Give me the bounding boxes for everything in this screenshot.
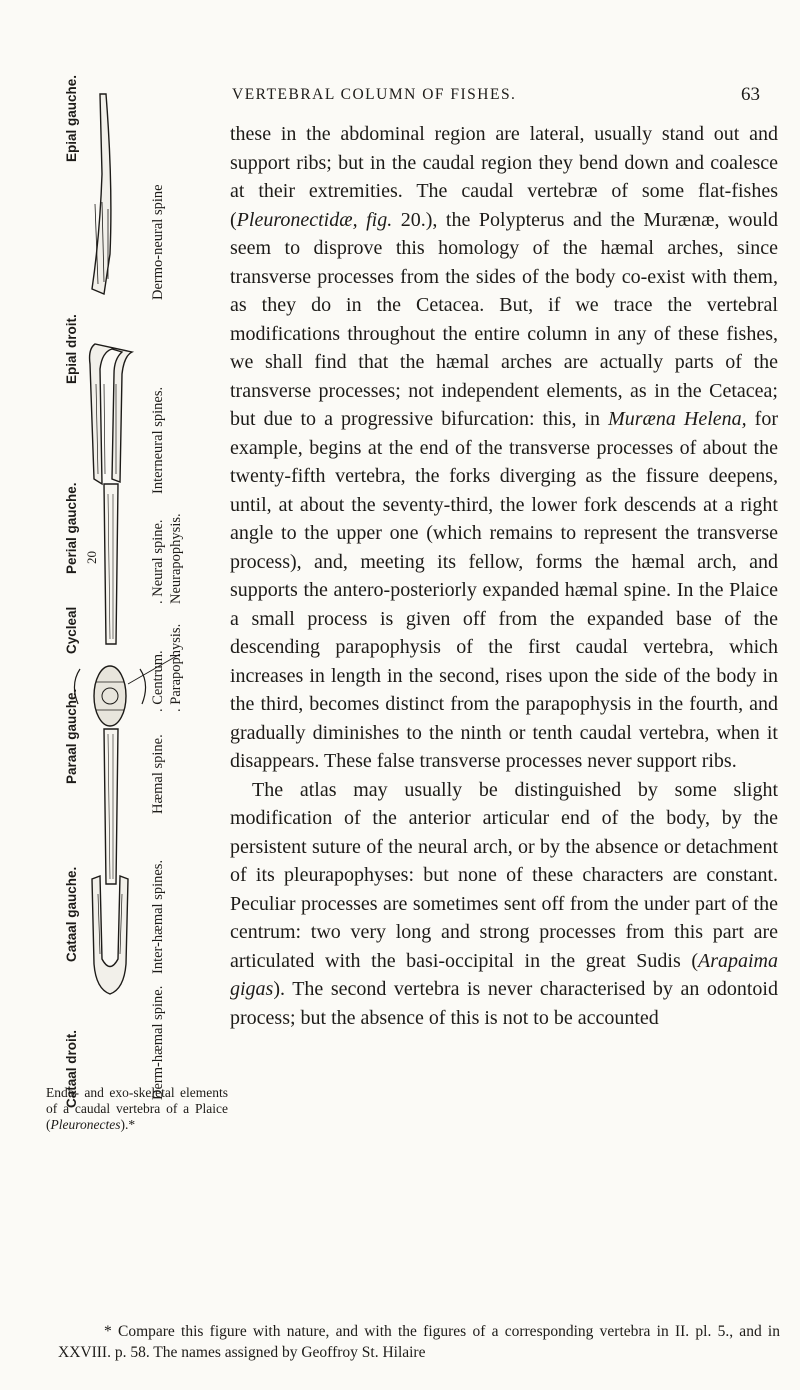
- label-cycleal: Cycleal: [64, 606, 79, 654]
- label-interneural-spines: Interneural spines.: [150, 386, 166, 494]
- page-number: 63: [741, 84, 760, 105]
- label-haemal-spine: Hæmal spine.: [150, 734, 166, 814]
- label-cataal-droit: Cataal droit.: [64, 1029, 79, 1108]
- paragraph-2: The atlas may usually be distinguished by some slight modification of the anterior articular end of the body, by the persistent suture of the neural arch, or by the absence or detachment of its pleurapophyses: but none of these characters are constant. Peculiar processes are sometimes sent off from the under part of the centrum: two very long and strong processes from this part are articulated with the basi-occipital in the great Sudis (Arapaima gigas). The second vertebra is never characterised by an odontoid process; but the absence of this is not to be accounted: [230, 778, 778, 1029]
- inter-haemal-spines-shape: [92, 876, 128, 994]
- footnote: * Compare this figure with nature, and with the figures of a corresponding vertebra in II. pl. 5., and in XXVIII. p. 58. The names assigned by Geoffroy St. Hilaire: [58, 1323, 780, 1361]
- running-title: VERTEBRAL COLUMN OF FISHES.: [232, 86, 517, 103]
- label-derm-haemal-spine: Derm-hæmal spine.: [150, 985, 166, 1100]
- label-parapophysis: . Parapophysis.: [168, 623, 184, 712]
- label-neurapophysis: Neurapophysis.: [168, 513, 184, 604]
- label-neural-spine: . Neural spine.: [150, 519, 166, 604]
- centrum-shape: [94, 666, 126, 726]
- haemal-spine-shape: [104, 729, 118, 884]
- label-inter-haemal-spines: Inter-hæmal spines.: [150, 859, 166, 974]
- label-dermo-neural-spine: Dermo-neural spine: [150, 184, 166, 300]
- figure-caption: Endo- and exo-skeletal elements of a caudal vertebra of a Plaice (Pleuronectes).*: [46, 1085, 228, 1132]
- body-text: [230, 120, 778, 1032]
- label-paraal-gauche: Paraal gauche.: [64, 688, 79, 784]
- label-epial-gauche: Epial gauche.: [64, 74, 79, 162]
- interneural-spines-shape: [90, 344, 132, 484]
- label-cataal-gauche: Cataal gauche.: [64, 866, 79, 962]
- label-centrum: . Centrum.: [150, 650, 166, 712]
- label-perial-gauche: Perial gauche.: [64, 482, 79, 574]
- neural-spine-shape: [104, 484, 118, 644]
- paragraph-1: these in the abdominal region are lateral, usually stand out and support ribs; but in the caudal region they bend down and coalesce at their extremities. The caudal vertebræ of some flat-fishes (Pleuronectidæ, fig. 20.), the Polypterus and the Murænæ, would seem to disprove this homology of the hæmal arches, since transverse processes from the sides of the body co-exist with them, as they do in the Cetacea. But, if we trace the vertebral modifications throughout the entire column in any of these fishes, we shall find that the hæmal arches are actually parts of the transverse processes; not independent elements, as in the Cetacea; but due to a progressive bifurcation: this, in Muræna Helena, for example, begins at the end of the transverse processes of about the twenty-fifth vertebra, the forks diverging as the fissure deepens, until, at about the seventy-third, the lower fork descends at a right angle to the upper one (which remains to represent the transverse process), and, meeting its fellow, forms the hæmal arch, and supports the antero-posteriorly expanded hæmal spine. In the Plaice a small process is given off from the expanded base of the descending parapophysis of the first caudal vertebra, which increases in length in the second, rises upon the side of the body in the third, becomes distinct from the parapophysis in the fourth, and gradually diminishes to the ninth or tenth caudal vertebra, when it disappears. These false transverse processes never support ribs.: [230, 123, 778, 772]
- label-epial-droit: Epial droit.: [64, 314, 79, 384]
- figure-number: 20: [84, 551, 99, 564]
